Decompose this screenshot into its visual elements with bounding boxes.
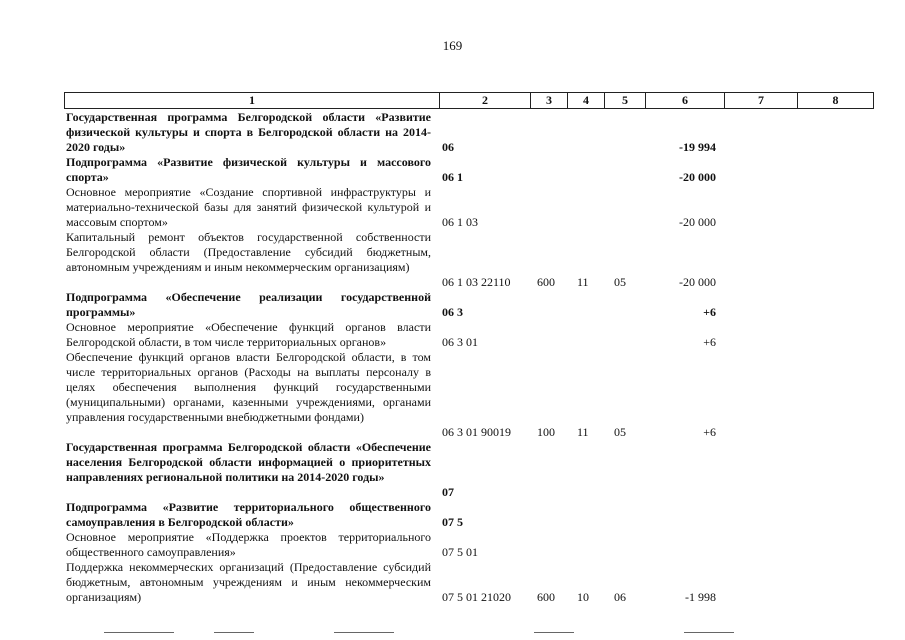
row-code: 07 5 (442, 515, 463, 529)
row-col-4: 11 (577, 275, 589, 289)
row-code: 06 3 01 (442, 335, 478, 349)
header-col-8: 8 (797, 92, 874, 109)
row-description: Подпрограмма «Развитие физической культуры и массового спорта» (66, 155, 431, 184)
row-description: Поддержка некоммерческих организаций (Предоставление субсидий бюджетным, автономным учреждениям и иным некоммерческим организациям) (66, 560, 431, 604)
row-col-3: 600 (537, 590, 555, 604)
table-row (64, 500, 874, 530)
page-number: 169 (442, 38, 463, 53)
row-code: 06 1 03 (442, 215, 478, 229)
row-col-5: 05 (614, 275, 626, 289)
row-description: Обеспечение функций органов власти Белгородской области, в том числе территориальных органов (Расходы на выплаты персоналу в целях обеспечения выполнения функций государственными (муниципальными) органами, казенными учреждениями, органами управления государственными внебюджетными фондами) (66, 350, 431, 424)
header-col-1: 1 (64, 92, 439, 109)
row-amount: -20 000 (679, 215, 716, 229)
row-amount: -20 000 (679, 275, 716, 289)
table-row (64, 110, 874, 155)
row-description: Основное мероприятие «Создание спортивной инфраструктуры и материально-технической базы для занятий физической культурой и массовым спортом» (66, 185, 431, 229)
row-description: Основное мероприятие «Поддержка проектов территориального общественного самоуправления» (66, 530, 431, 559)
row-amount: -19 994 (679, 140, 716, 154)
row-code: 07 5 01 21020 (442, 590, 511, 604)
table-header-row (64, 92, 874, 109)
bottom-scan-marks (64, 632, 864, 636)
row-col-4: 10 (577, 590, 589, 604)
row-code: 06 3 01 90019 (442, 425, 511, 439)
budget-table (64, 92, 874, 640)
row-description: Подпрограмма «Развитие территориального общественного самоуправления в Белгородской области» (66, 500, 431, 529)
row-description: Капитальный ремонт объектов государственной собственности Белгородской области (Предоставление субсидий бюджетным, автономным учреждениям и иным некоммерческим организациям) (66, 230, 431, 274)
row-code: 06 3 (442, 305, 463, 319)
row-col-4: 11 (577, 425, 589, 439)
row-col-5: 06 (614, 590, 626, 604)
row-description: Подпрограмма «Обеспечение реализации государственной программы» (66, 290, 431, 319)
table-row (64, 155, 874, 185)
row-code: 06 1 03 22110 (442, 275, 511, 289)
row-description: Основное мероприятие «Обеспечение функций органов власти Белгородской области, в том числе территориальных органов» (66, 320, 431, 349)
header-col-2: 2 (439, 92, 530, 109)
table-row (64, 350, 874, 440)
row-description: Государственная программа Белгородской области «Обеспечение населения Белгородской области информацией о приоритетных направлениях региональной политики на 2014-2020 годы» (66, 440, 431, 484)
table-row (64, 185, 874, 230)
row-amount: +6 (703, 305, 716, 319)
header-col-4: 4 (567, 92, 604, 109)
table-row (64, 440, 874, 500)
row-code: 06 1 (442, 170, 463, 184)
row-code: 06 (442, 140, 454, 154)
row-amount: +6 (703, 425, 716, 439)
table-row (64, 530, 874, 560)
row-code: 07 5 01 (442, 545, 478, 559)
header-col-5: 5 (604, 92, 645, 109)
row-col-3: 600 (537, 275, 555, 289)
header-col-7: 7 (724, 92, 797, 109)
row-col-5: 05 (614, 425, 626, 439)
row-code: 07 (442, 485, 454, 499)
row-amount: -1 998 (685, 590, 716, 604)
table-row (64, 290, 874, 320)
row-amount: +6 (703, 335, 716, 349)
header-col-3: 3 (530, 92, 567, 109)
table-row (64, 560, 874, 605)
row-amount: -20 000 (679, 170, 716, 184)
table-row (64, 230, 874, 290)
row-col-3: 100 (537, 425, 555, 439)
row-description: Государственная программа Белгородской области «Развитие физической культуры и спорта в Белгородской области на 2014-2020 годы» (66, 110, 431, 154)
table-row (64, 320, 874, 350)
header-col-6: 6 (645, 92, 724, 109)
